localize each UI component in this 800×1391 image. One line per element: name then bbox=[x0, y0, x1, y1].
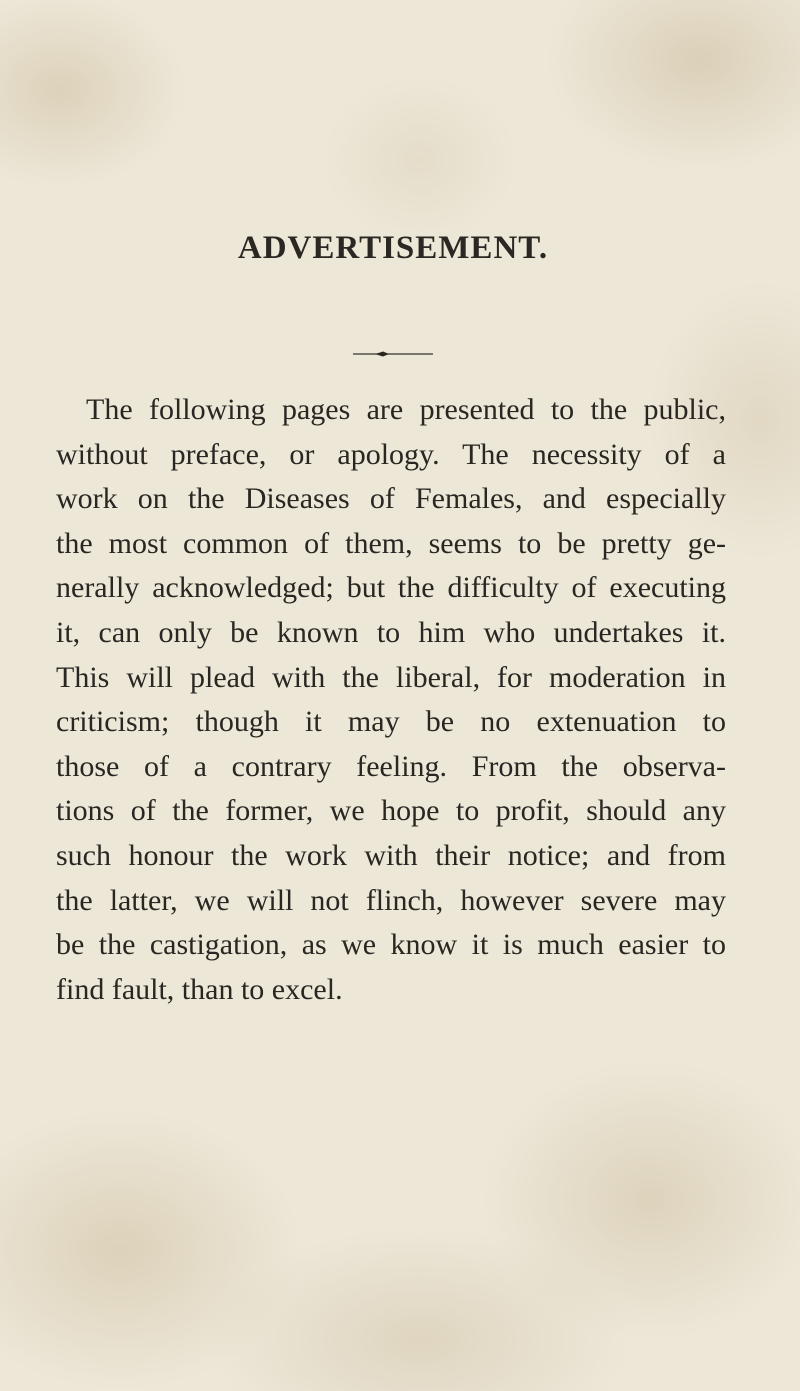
text-line: tions of the former, we hope to profit, should any bbox=[56, 794, 726, 828]
text-line: nerally acknowledged; but the difficulty of executing bbox=[56, 571, 726, 605]
text-line: The following pages are presented to the public, bbox=[86, 393, 726, 426]
page-title: ADVERTISEMENT. bbox=[237, 230, 549, 266]
text-line: work on the Diseases of Females, and especially bbox=[56, 482, 726, 516]
text-line: those of a contrary feeling. From the observa- bbox=[56, 749, 726, 783]
advertisement-paragraph bbox=[56, 388, 726, 1012]
text-line: without preface, or apology. The necessity of a bbox=[56, 437, 726, 471]
text-line: criticism; though it may be no extenuation to bbox=[56, 705, 726, 739]
text-line: This will plead with the liberal, for moderation in bbox=[56, 660, 726, 694]
text-line: be the castigation, as we know it is much easier to bbox=[56, 928, 726, 962]
text-line: it, can only be known to him who undertakes it. bbox=[56, 615, 726, 649]
text-line: the latter, we will not flinch, however severe may bbox=[56, 883, 726, 917]
text-line: such honour the work with their notice; and from bbox=[56, 838, 726, 872]
text-line: find fault, than to excel. bbox=[56, 972, 343, 1006]
text-line: the most common of them, seems to be pretty ge- bbox=[56, 526, 726, 560]
rule-with-ornament-icon bbox=[353, 351, 433, 357]
